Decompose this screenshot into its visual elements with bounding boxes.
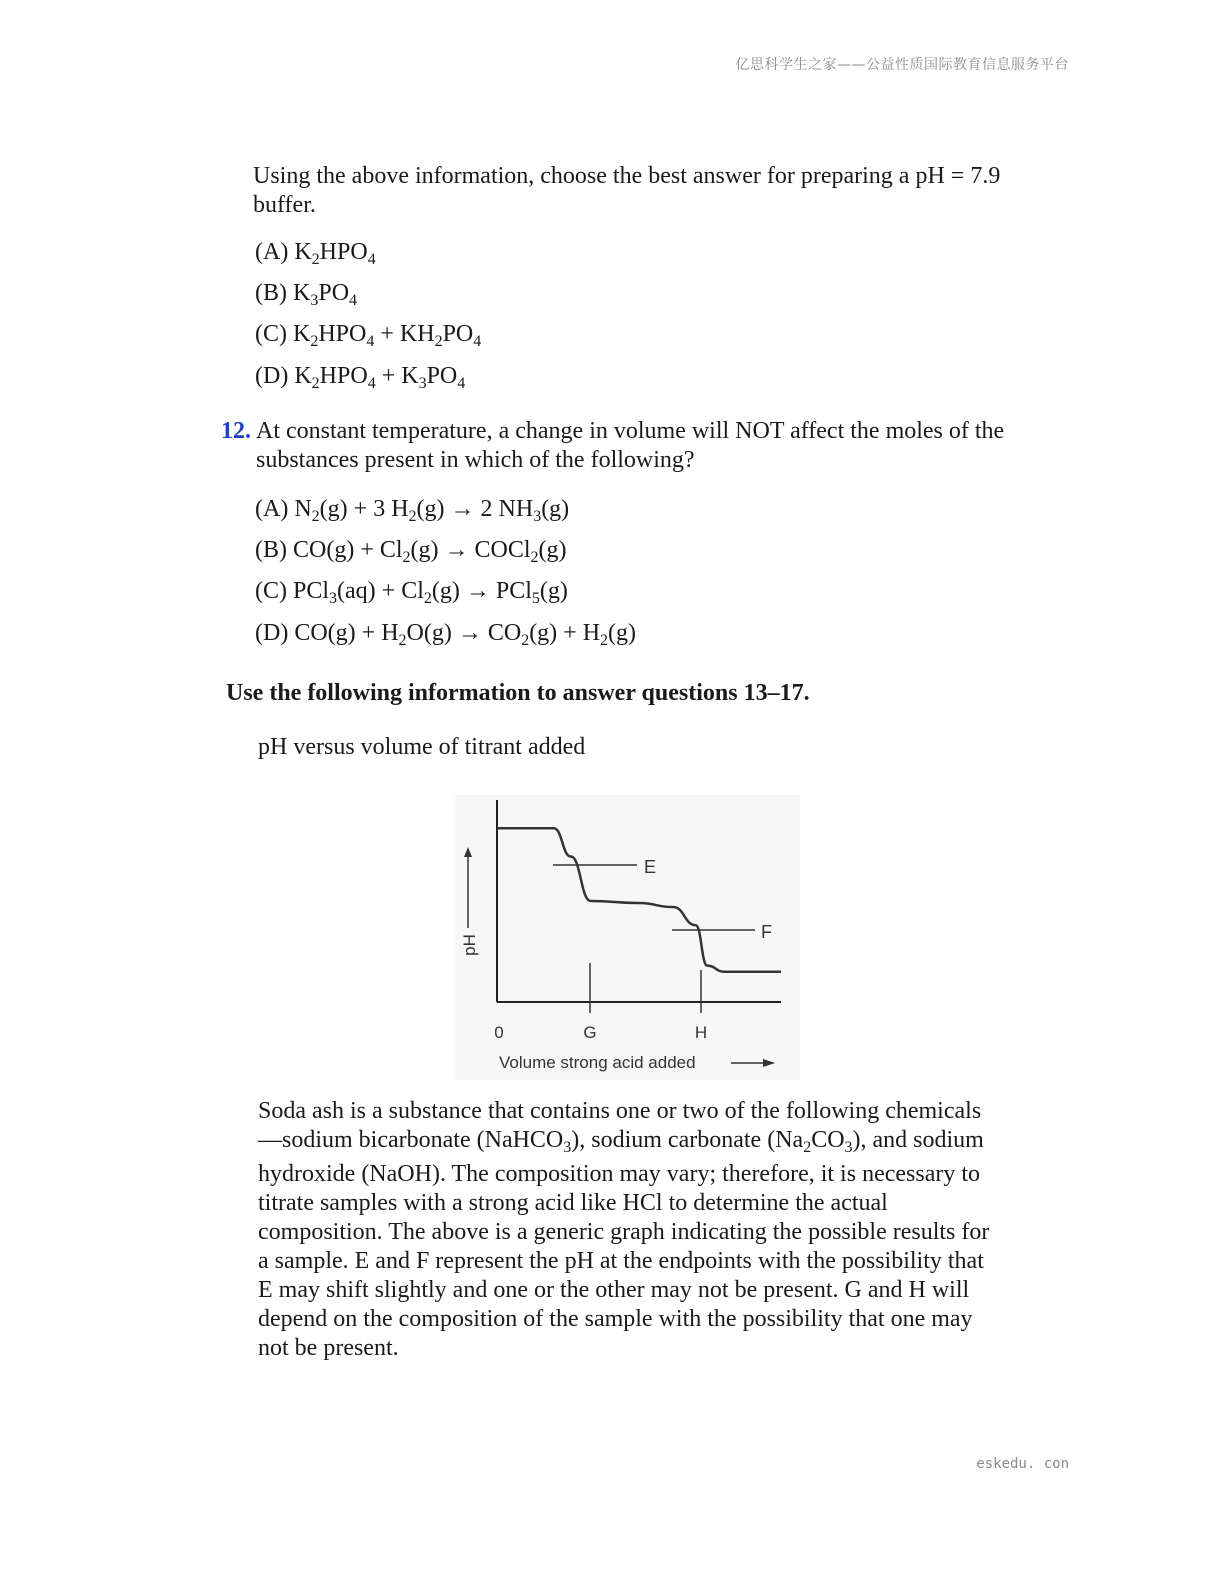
y-axis-label: pH xyxy=(460,934,479,956)
q12-stem-line1: At constant temperature, a change in volume will NOT affect the moles of the xyxy=(256,418,1005,444)
titration-chart xyxy=(455,795,800,1080)
q11-option-c: (C) $K_2HPO_4 + KH_2PO_4$ xyxy=(255,321,482,350)
passage-line-8: depend on the composition of the sample with the possibility that one may xyxy=(258,1306,973,1332)
passage-line-5: composition. The above is a generic graph indicating the possible results for xyxy=(258,1219,990,1245)
q12-option-a: (A) $N_2(g) + 3$ $H_2(g) \to 2$ $NH_3(g)$ xyxy=(255,496,570,525)
x-tick-h: H xyxy=(694,1023,708,1042)
endpoint-e-label: E xyxy=(644,857,657,877)
q12-stem-line2: substances present in which of the following? xyxy=(256,447,695,473)
q11-option-a: (A) $K_2HPO_4$ xyxy=(255,239,376,268)
figure-caption: pH versus volume of titrant added xyxy=(258,734,586,760)
passage-line-1: Soda ash is a substance that contains one or two of the following chemicals xyxy=(258,1098,982,1124)
chart-background xyxy=(455,795,800,1080)
q11-option-b: (B) $K_3PO_4$ xyxy=(255,280,358,309)
q12-number: 12. xyxy=(221,418,251,444)
q12-option-d: (D) $CO(g) + H_2O(g) \to CO_2(g) + H_2(g)$ xyxy=(255,620,637,649)
q12-option-c: (C) $PCl_3(aq) + Cl_2(g) \to PCl_5(g)$ xyxy=(255,578,568,607)
page-footer: eskedu. con xyxy=(976,1456,1069,1472)
passage-line-6: a sample. E and F represent the pH at the endpoints with the possibility that xyxy=(258,1248,984,1274)
endpoint-f-label: F xyxy=(761,922,772,942)
passage xyxy=(258,1097,989,1363)
q11-option-d: (D) $K_2HPO_4 + K_3PO_4$ xyxy=(255,363,466,392)
passage-line-4: titrate samples with a strong acid like HCl to determine the actual xyxy=(258,1190,888,1216)
info-heading: Use the following information to answer questions 13–17. xyxy=(226,680,810,706)
q11-stem-line1: Using the above information, choose the best answer for preparing a pH = 7.9 xyxy=(253,163,1001,189)
q12-option-b: (B) $CO(g) + Cl_2(g)$ → COCl$_2$(g) xyxy=(255,537,567,566)
x-axis-label: Volume strong acid added xyxy=(499,1053,696,1072)
passage-line-2: —sodium bicarbonate (NaHCO$_3$), sodium carbonate $(Na_2CO_3)$, and sodium xyxy=(258,1127,984,1156)
x-tick-0: 0 xyxy=(494,1023,504,1042)
q11-stem-line2: buffer. xyxy=(253,192,316,218)
passage-line-9: not be present. xyxy=(258,1335,399,1361)
x-tick-g: G xyxy=(583,1023,597,1042)
page-header: 亿思科学生之家——公益性质国际教育信息服务平台 xyxy=(735,57,1069,73)
passage-line-3: hydroxide (NaOH). The composition may vary; therefore, it is necessary to xyxy=(258,1161,981,1187)
titration-chart-svg xyxy=(455,795,800,1080)
passage-line-7: E may shift slightly and one or the other may not be present. G and H will xyxy=(258,1277,970,1303)
